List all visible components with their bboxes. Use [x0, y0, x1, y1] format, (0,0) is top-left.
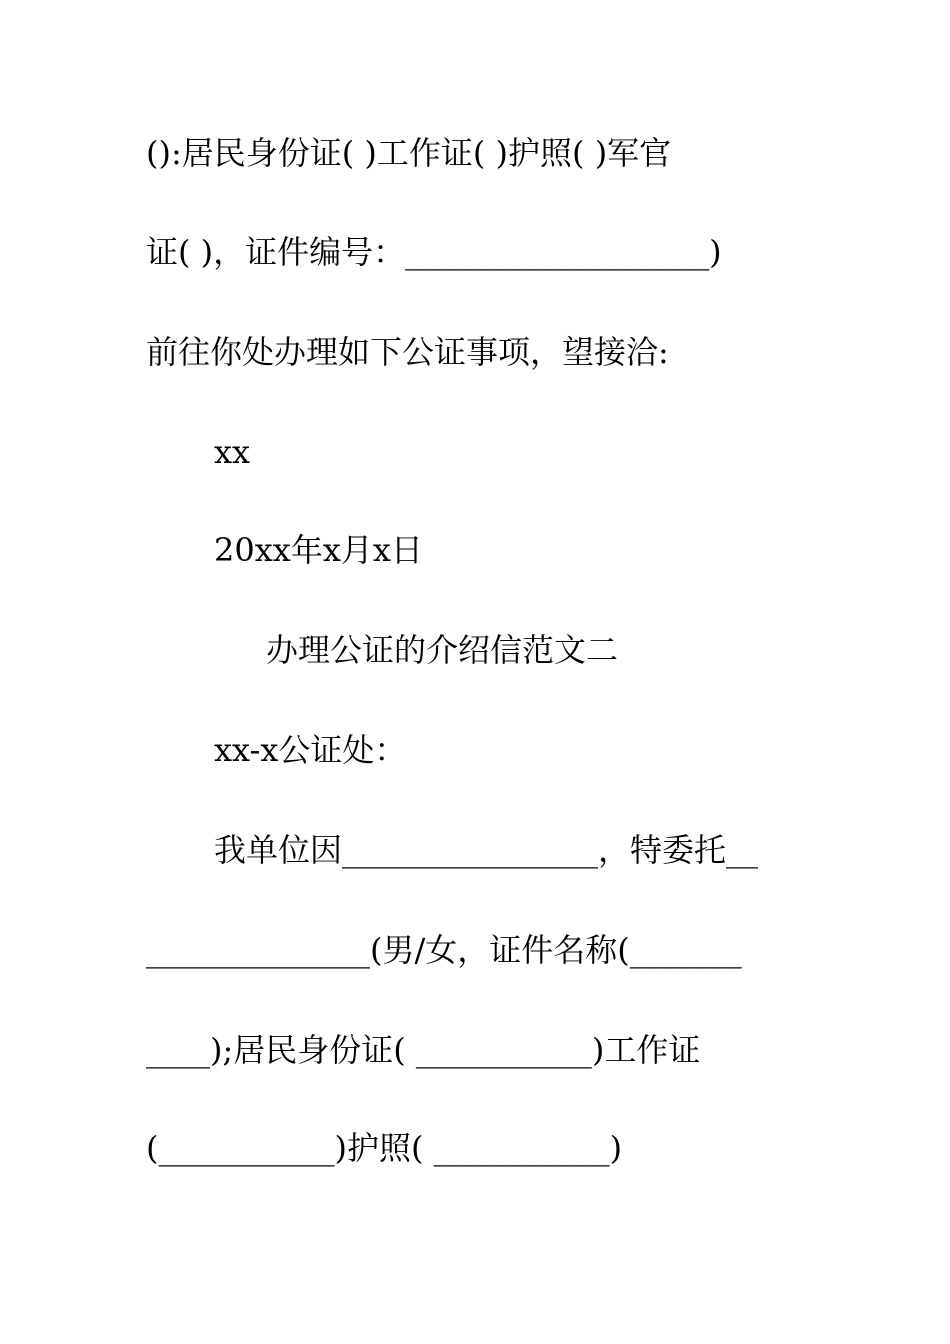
text-line-id-work-cert: ____);居民身份证( ___________)工作证: [146, 1031, 701, 1069]
text-line-gender-id-name: ______________(男/女，证件名称(_______: [146, 931, 742, 969]
signature-date: 20xx年x月x日: [214, 531, 423, 569]
text-line-id-number: 证( )，证件编号：___________________): [146, 233, 722, 271]
addressee: xx-x公证处：: [214, 731, 407, 769]
text-line-entrust: 我单位因________________，特委托__: [214, 831, 759, 869]
text-line-purpose: 前往你处办理如下公证事项，望接洽:: [146, 333, 669, 371]
section-title: 办理公证的介绍信范文二: [266, 631, 619, 669]
text-line-id-types: ():居民身份证( )工作证( )护照( )军官: [146, 134, 672, 172]
text-line-passport: (___________)护照( ___________): [146, 1129, 623, 1167]
signature-name: xx: [214, 433, 251, 471]
